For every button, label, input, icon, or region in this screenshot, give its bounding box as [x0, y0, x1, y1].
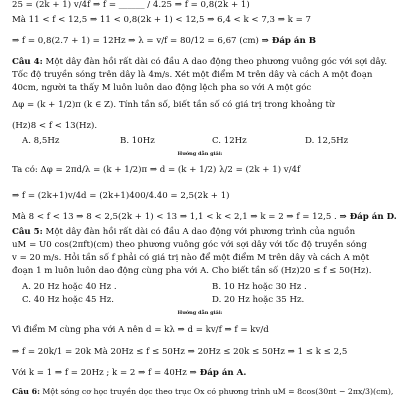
question-text: Một dây đàn hồi rất dài có đầu A dao động với phương trình của nguồn	[42, 227, 356, 237]
option-d: D. 12,5Hz	[305, 136, 349, 146]
option-b: B. 10Hz	[120, 136, 155, 146]
option-d: D. 20 Hz hoặc 35 Hz.	[212, 295, 305, 305]
question-text: Tốc độ truyền sóng trên dây là 4m/s. Xét một điểm M trên dây và cách A một đoạn	[12, 70, 373, 80]
option-c: C. 40 Hz hoặc 45 Hz.	[22, 295, 114, 305]
question-number: Câu 6:	[12, 387, 40, 396]
question-5-line-2	[12, 240, 367, 251]
question-4-line-4	[12, 100, 335, 111]
solution-text: Với k = 1 ⇒ f = 20Hz ; k = 2 ⇒ f = 40Hz ⇒	[12, 368, 197, 378]
solution-text: Mà 8 < f < 13 ⇒ 8 < 2,5(2k + 1) < 13 ⇒ 1,1 < k < 2,1 ⇒ k = 2 ⇒ f = 12,5 .	[12, 212, 337, 222]
question-6-line-1	[12, 386, 393, 397]
solution-line-2	[12, 191, 230, 202]
solution-line-3	[12, 212, 397, 223]
option-b: B. 10 Hz hoặc 30 Hz .	[212, 282, 307, 292]
solution-line-2	[12, 347, 347, 358]
answer-label: ⇒ Đáp án B	[261, 36, 316, 46]
question-text: v = 20 m/s. Hỏi tần số f phải có giá trị nào để một điểm M trên dây và cách A một	[12, 253, 370, 263]
question-text: 40cm, người ta thấy M luôn luôn dao động lệch pha so với A một góc	[12, 83, 312, 93]
equation-line	[12, 0, 250, 11]
question-text: uM = U0 cos(2πft)(cm) theo phương vuông góc với sợi dây với tốc độ truyền sóng	[12, 240, 367, 250]
answer-label: Đáp án A.	[196, 368, 247, 378]
question-4-line-3	[12, 83, 311, 94]
question-5-line-1	[12, 227, 355, 238]
solution-heading: Hướng dẫn giải:	[177, 151, 223, 157]
question-text: đoạn 1 m luôn luôn dao động cùng pha với A. Cho biết tần số (Hz)20 ≤ f ≤ 50(Hz).	[12, 266, 372, 276]
question-4-line-5	[12, 121, 97, 132]
condition-text: Mà 11 < f < 12,5 ⇒ 11 < 0,8(2k + 1) < 12,5 ⇒ 6,4 < k < 7,3 ⇒ k = 7	[12, 15, 312, 25]
solution-line-1	[12, 325, 269, 336]
condition-line	[12, 15, 311, 26]
equation-text: 25 = (2k + 1) v/4f ⇒ f = ______ / 4.25 ⇒ f = 0,8(2k + 1)	[12, 0, 250, 10]
question-text: Δφ = (k + 1/2)π (k ∈ Z). Tính tần số, biết tần số có giá trị trong khoảng từ	[12, 100, 335, 110]
solution-text: Ta có: Δφ = 2πd/λ = (k + 1/2)π ⇒ d = (k + 1/2) λ/2 = (2k + 1) v/4f	[12, 165, 301, 175]
question-number: Câu 5:	[12, 227, 43, 237]
answer-label: ⇒ Đáp án D.	[339, 212, 397, 222]
question-number: Câu 4:	[12, 57, 43, 67]
solution-text: ⇒ f = 20k/1 = 20k Mà 20Hz ≤ f ≤ 50Hz ⇒ 20Hz ≤ 20k ≤ 50Hz ⇒ 1 ≤ k ≤ 2,5	[12, 347, 348, 357]
solution-text: ⇒ f = (2k+1)v/4d = (2k+1)400/4.40 = 2,5(2k + 1)	[12, 191, 230, 201]
question-text: Một dây đàn hồi rất dài có đầu A dao động theo phương vuông góc với sợi dây.	[42, 57, 388, 67]
solution-line-1	[12, 165, 300, 176]
option-a: A. 8,5Hz	[22, 136, 60, 146]
option-a: A. 20 Hz hoặc 40 Hz .	[22, 282, 117, 292]
solution-line-3	[12, 368, 246, 379]
question-4-line-2	[12, 70, 372, 81]
result-text: ⇒ f = 0,8(2.7 + 1) = 12Hz ⇒ λ = v/f = 80/12 = 6,67 (cm)	[12, 36, 259, 46]
solution-heading: Hướng dẫn giải:	[177, 310, 223, 316]
solution-text: Vì điểm M cùng pha với A nên d = kλ ⇒ d = kv/f ⇒ f = kv/d	[12, 325, 269, 335]
option-c: C. 12Hz	[212, 136, 247, 146]
question-text: (Hz)8 < f < 13(Hz).	[12, 121, 98, 131]
question-5-line-3	[12, 253, 369, 264]
question-text: Một sóng cơ học truyền dọc theo trục Ox có phương trình uM = 8cos(30πt − 2πx/3)(cm),	[39, 387, 394, 396]
question-4-line-1	[12, 57, 387, 68]
result-line	[12, 36, 316, 47]
question-5-line-4	[12, 266, 371, 277]
